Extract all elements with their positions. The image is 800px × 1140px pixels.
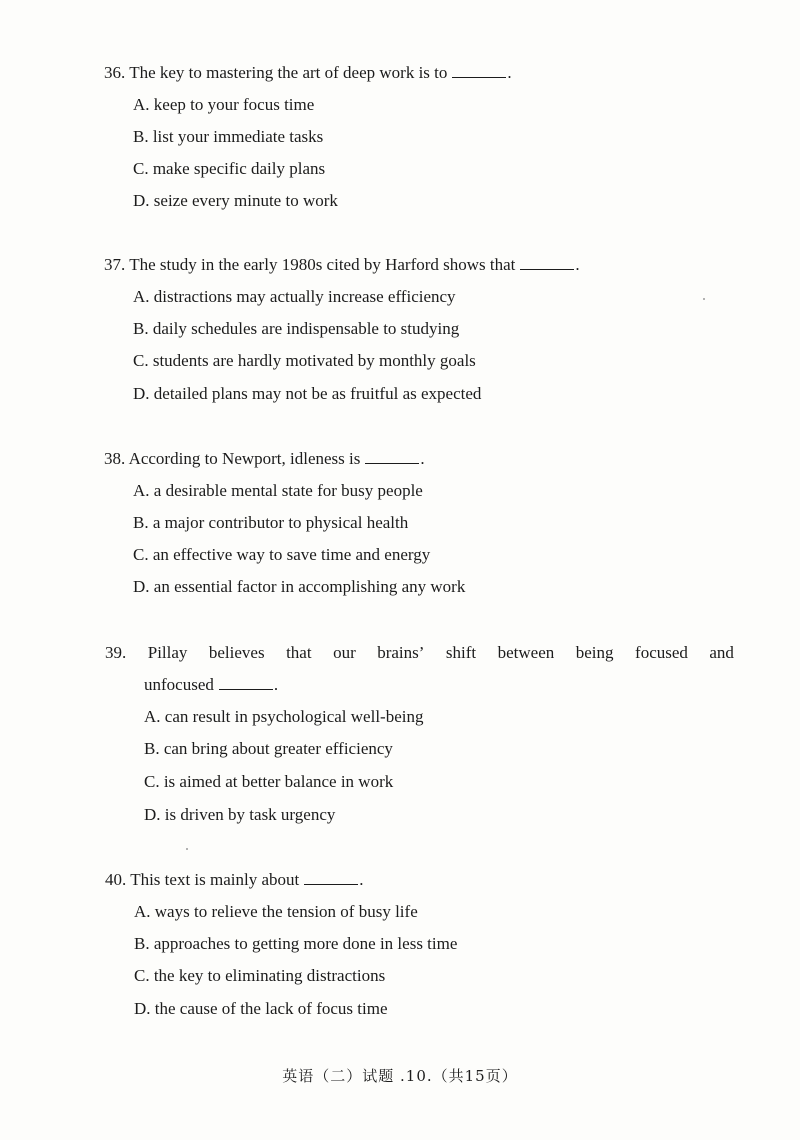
answer-blank bbox=[365, 449, 419, 464]
question-stem bbox=[104, 62, 512, 84]
option-d: D. an essential factor in accomplishing any work bbox=[133, 577, 466, 596]
answer-blank bbox=[304, 870, 358, 885]
question-number: 40. bbox=[105, 870, 127, 889]
scan-speck bbox=[186, 848, 188, 850]
stem-word: our bbox=[333, 643, 356, 662]
question-stem-text: This text is mainly about bbox=[130, 870, 300, 889]
option-a: A. distractions may actually increase efficiency bbox=[133, 287, 456, 306]
question-stem-line2 bbox=[144, 674, 278, 696]
stem-word: that bbox=[286, 643, 312, 662]
option-c: C. an effective way to save time and energy bbox=[133, 545, 431, 564]
page-footer: 英语（二）试题 .10.（共15页） bbox=[282, 1067, 518, 1085]
option-c: C. is aimed at better balance in work bbox=[144, 772, 394, 791]
answer-blank bbox=[520, 255, 574, 270]
question-number: 37. bbox=[104, 255, 126, 274]
option-a: A. a desirable mental state for busy people bbox=[133, 481, 423, 500]
question-number: 39. bbox=[105, 643, 127, 662]
stem-end-punct: . bbox=[507, 63, 512, 82]
question-stem-text: The study in the early 1980s cited by Harford shows that bbox=[129, 255, 516, 274]
option-a: A. can result in psychological well-being bbox=[144, 707, 424, 726]
question-stem bbox=[104, 448, 425, 470]
option-d: D. is driven by task urgency bbox=[144, 805, 336, 824]
stem-word: being bbox=[575, 643, 614, 662]
option-d: D. detailed plans may not be as fruitful as expected bbox=[133, 384, 482, 403]
option-a: A. ways to relieve the tension of busy life bbox=[134, 902, 418, 921]
stem-word: shift bbox=[445, 643, 477, 662]
answer-blank bbox=[219, 675, 273, 690]
stem-word: focused bbox=[635, 643, 688, 662]
question-stem bbox=[105, 869, 364, 891]
question-stem-text: The key to mastering the art of deep work is to bbox=[129, 63, 448, 82]
option-a: A. keep to your focus time bbox=[133, 95, 315, 114]
stem-word: between bbox=[497, 643, 555, 662]
option-c: C. the key to eliminating distractions bbox=[134, 966, 386, 985]
scan-speck bbox=[703, 298, 705, 300]
option-d: D. seize every minute to work bbox=[133, 191, 338, 210]
stem-word: Pillay bbox=[147, 643, 188, 662]
stem-end-punct: . bbox=[273, 675, 279, 694]
question-stem bbox=[104, 254, 580, 276]
question-stem-text: According to Newport, idleness is bbox=[128, 449, 361, 468]
stem-word: brains’ bbox=[377, 643, 425, 662]
stem-word: believes bbox=[208, 643, 265, 662]
stem-end-punct: . bbox=[420, 449, 425, 468]
stem-end-punct: . bbox=[359, 870, 364, 889]
option-c: C. make specific daily plans bbox=[133, 159, 326, 178]
option-b: B. daily schedules are indispensable to studying bbox=[133, 319, 460, 338]
question-number: 36. bbox=[104, 63, 126, 82]
option-b: B. approaches to getting more done in less time bbox=[134, 934, 458, 953]
answer-blank bbox=[452, 63, 506, 78]
stem-word: and bbox=[709, 643, 734, 662]
option-b: B. can bring about greater efficiency bbox=[144, 739, 393, 758]
option-c: C. students are hardly motivated by monthly goals bbox=[133, 351, 476, 370]
option-b: B. list your immediate tasks bbox=[133, 127, 324, 146]
question-stem-line1 bbox=[105, 642, 734, 664]
stem-end-punct: . bbox=[575, 255, 580, 274]
question-number: 38. bbox=[104, 449, 126, 468]
question-stem-text: unfocused bbox=[144, 675, 214, 694]
option-d: D. the cause of the lack of focus time bbox=[134, 999, 388, 1018]
option-b: B. a major contributor to physical health bbox=[133, 513, 409, 532]
